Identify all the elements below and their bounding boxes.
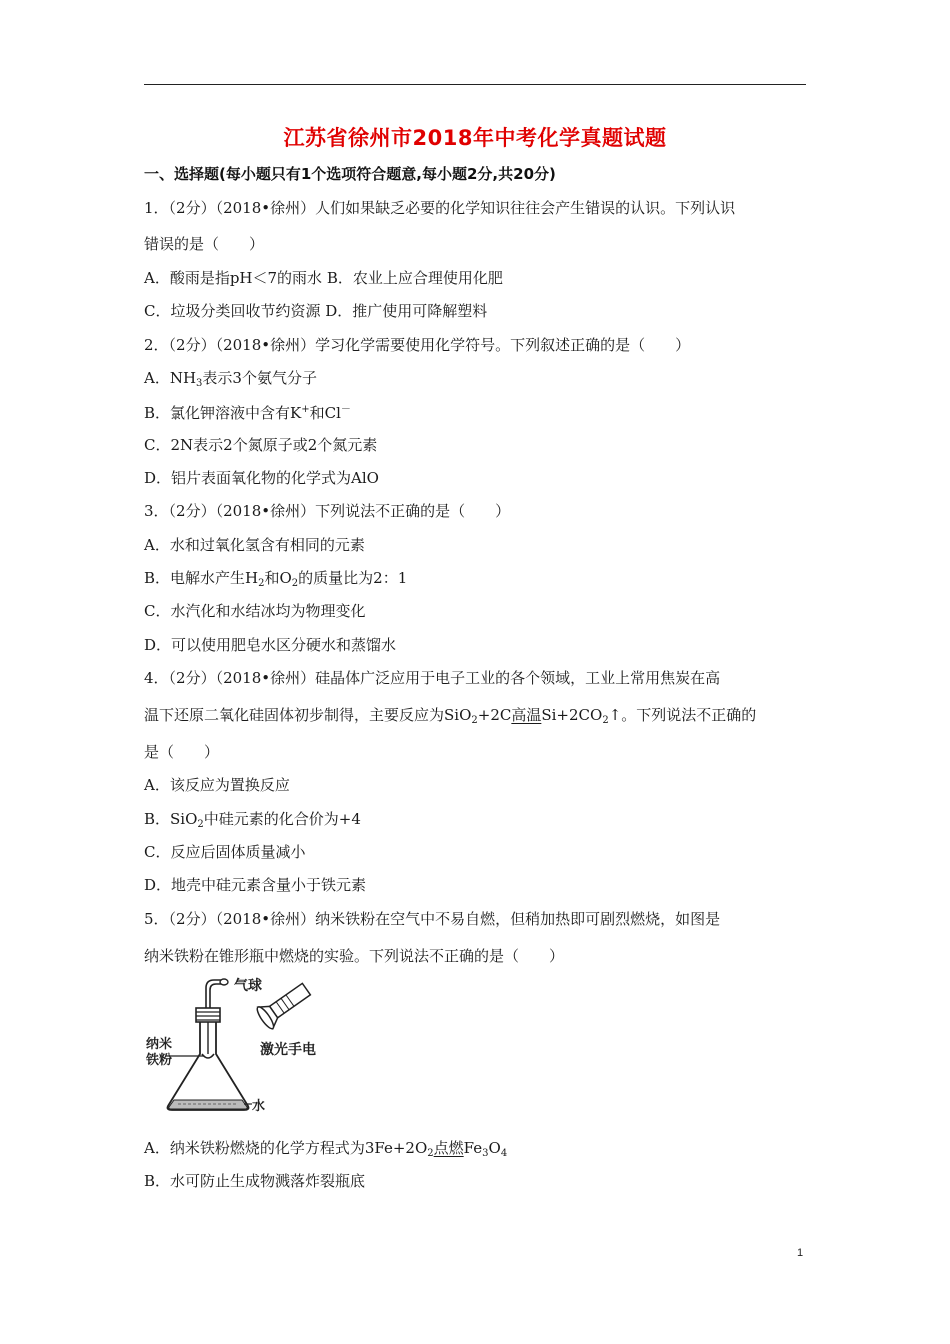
q1-stem-line1: 1．（2分）（2018•徐州）人们如果缺乏必要的化学知识往往会产生错误的认识。下列认识 [144,199,736,217]
label-iron-powder: 铁粉 [146,1053,173,1068]
q3-stem: 3．（2分）（2018•徐州）下列说法不正确的是（ ） [144,502,511,520]
q4-stem-line1: 4．（2分）（2018•徐州）硅晶体广泛应用于电子工业的各个领域，工业上常用焦炭在高 [144,669,721,687]
q2-option-d: D．铝片表面氧化物的化学式为AlO [144,469,379,487]
label-balloon: 气球 [234,978,262,994]
q1-options-ab: A．酸雨是指pH＜7的雨水 B．农业上应合理使用化肥 [144,269,503,287]
header-rule [144,84,806,85]
q3-option-c: C．水汽化和水结冰均为物理变化 [144,602,366,620]
q4-stem-line3: 是（ ） [144,743,220,761]
q2-option-a: A．$NH_3$表示3个氨气分子 [144,369,317,389]
q1-options-cd: C．垃圾分类回收节约资源 D．推广使用可降解塑料 [144,302,488,320]
q3-option-b: B．电解水产生$H_2$和$O_2$的质量比为2：1 [144,569,408,589]
q4-option-a: A．该反应为置换反应 [144,776,290,794]
page-number: 1 [797,1247,804,1259]
experiment-figure [144,976,344,1116]
q1-stem-line2: 错误的是（ ） [144,235,265,253]
laser-flashlight-icon [255,978,314,1030]
q3-option-d: D．可以使用肥皂水区分硬水和蒸馏水 [144,636,397,654]
reaction-condition: 高温 [511,706,542,724]
q3-option-a: A．水和过氧化氢含有相同的元素 [144,536,365,554]
q4-option-d: D．地壳中硅元素含量小于铁元素 [144,876,367,894]
label-laser: 激光手电 [260,1042,316,1058]
document-title: 江苏省徐州市2018年中考化学真题试题 [283,126,667,150]
q5-stem-line2: 纳米铁粉在锥形瓶中燃烧的实验。下列说法不正确的是（ ） [144,947,565,965]
balloon-shape [220,979,228,985]
q4-option-c: C．反应后固体质量减小 [144,843,306,861]
reaction-condition: 点燃 [433,1139,464,1157]
q5-option-a: A．纳米铁粉燃烧的化学方程式为$3Fe+2O_2$点燃$Fe_3O_4$ [144,1139,508,1159]
q5-stem-line1: 5．（2分）（2018•徐州）纳米铁粉在空气中不易自燃，但稍加热即可剧烈燃烧，如图是 [144,910,721,928]
q4-option-b: B．SiO$_2$中硅元素的化合价为+4 [144,810,361,830]
q5-option-b: B．水可防止生成物溅落炸裂瓶底 [144,1172,366,1190]
section-heading: 一、选择题(每小题只有1个选项符合题意,每小题2分,共20分) [144,165,556,183]
q2-stem: 2．（2分）（2018•徐州）学习化学需要使用化学符号。下列叙述正确的是（ ） [144,336,691,354]
q2-option-b: B．氯化钾溶液中含有K+和Cl－ [144,404,351,422]
label-nano: 纳米 [146,1037,173,1052]
q2-option-c: C．2N表示2个氮原子或2个氮元素 [144,436,378,454]
label-water: 水 [252,1099,266,1114]
q4-stem-line2: 温下还原二氧化硅固体初步制得，主要反应为SiO$_2$+2C高温$Si+2CO_2↑$。下列说法不正确的 [144,706,757,726]
